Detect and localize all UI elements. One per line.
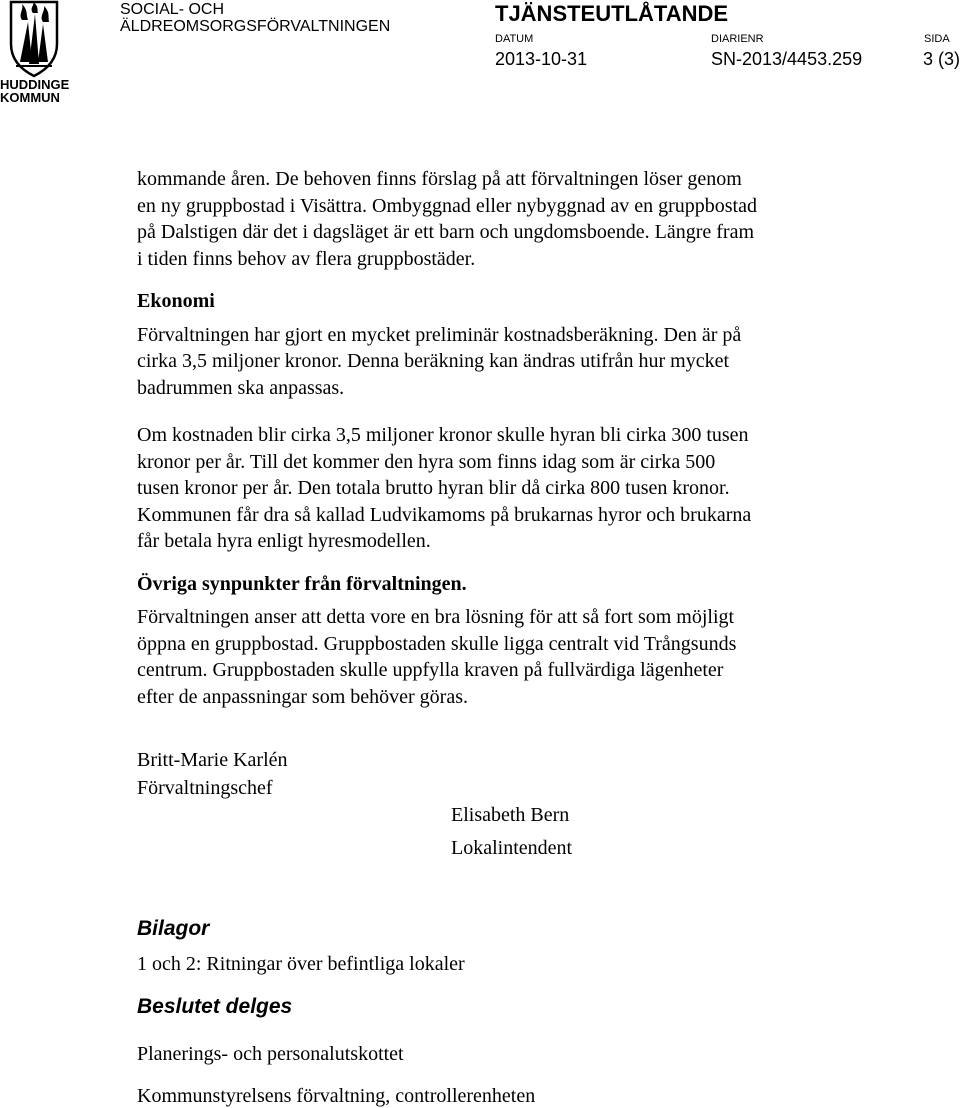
document-type: TJÄNSTEUTLÅTANDE — [495, 1, 729, 26]
huddinge-logo — [0, 0, 70, 108]
document-body — [137, 166, 837, 710]
signature-block-2 — [451, 799, 572, 865]
text-line: Kommunen får dra så kallad Ludvikamoms på brukarnas hyror och brukarna — [137, 503, 752, 526]
text-line: Förvaltningen har gjort en mycket preliminär kostnadsberäkning. Den är på — [137, 323, 742, 346]
distribution-heading: Beslutet delges — [137, 995, 293, 1018]
attachments-heading: Bilagor — [137, 917, 210, 940]
department-line: ÄLDREOMSORGSFÖRVALTNINGEN — [120, 18, 391, 35]
page-label: SIDA — [924, 33, 950, 45]
ekonomi-paragraph-1 — [137, 322, 837, 402]
attachments-text: 1 och 2: Ritningar över befintliga lokaler — [137, 953, 465, 975]
text-line: Förvaltningen anser att detta vore en bra lösning för att så fort som möjligt — [137, 606, 735, 628]
text-line: kommande åren. De behoven finns förslag på att förvaltningen löser genom — [137, 168, 742, 190]
text-line: får betala hyra enligt hyresmodellen. — [137, 530, 431, 552]
ekonomi-paragraph-2 — [137, 422, 837, 555]
ekonomi-heading: Ekonomi — [137, 290, 215, 312]
text-line: öppna en gruppbostad. Gruppbostaden skulle ligga centralt vid Trångsunds — [137, 632, 737, 655]
ovriga-paragraph — [137, 604, 837, 710]
signer-name: Elisabeth Bern — [451, 804, 570, 826]
diarie-value: SN-2013/4453.259 — [711, 49, 863, 69]
text-line: Om kostnaden blir cirka 3,5 miljoner kronor skulle hyran bli cirka 300 tusen — [137, 424, 749, 446]
text-line: en ny gruppbostad i Visättra. Ombyggnad eller nybyggnad av en gruppbostad — [137, 194, 757, 217]
date-value: 2013-10-31 — [495, 49, 588, 69]
text-line: cirka 3,5 miljoner kronor. Denna beräkning kan ändras utifrån hur mycket — [137, 350, 730, 372]
signer-title: Förvaltningschef — [137, 777, 273, 799]
page-number: 3 (3) — [923, 49, 960, 69]
coat-of-arms-icon — [8, 0, 60, 78]
logo-text-line: HUDDINGE — [0, 77, 70, 92]
date-label: DATUM — [495, 33, 534, 45]
text-line: efter de anpassningar som behöver göras. — [137, 685, 468, 708]
signer-name: Britt-Marie Karlén — [137, 749, 288, 771]
department-name — [120, 1, 390, 35]
text-line: kronor per år. Till det kommer den hyra som finns idag som är cirka 500 — [137, 450, 716, 473]
diarie-label: DIARIENR — [711, 33, 764, 45]
text-line: i tiden finns behov av flera gruppbostäder. — [137, 247, 476, 270]
signature-block-1 — [137, 746, 288, 802]
text-line: badrummen ska anpassas. — [137, 376, 345, 399]
ovriga-heading: Övriga synpunkter från förvaltningen. — [137, 572, 467, 595]
department-line: SOCIAL- OCH — [120, 1, 225, 18]
distribution-item: Planerings- och personalutskottet — [137, 1043, 404, 1065]
signer-title: Lokalintendent — [451, 837, 573, 859]
intro-paragraph — [137, 166, 837, 272]
text-line: centrum. Gruppbostaden skulle uppfylla kraven på fullvärdiga lägenheter — [137, 659, 724, 681]
logo-text-line: KOMMUN — [0, 90, 60, 105]
text-line: tusen kronor per år. Den totala brutto hyran blir då cirka 800 tusen kronor. — [137, 477, 730, 499]
text-line: på Dalstigen där det i dagsläget är ett barn och ungdomsboende. Längre fram — [137, 221, 755, 243]
distribution-item: Kommunstyrelsens förvaltning, controllerenheten — [137, 1085, 536, 1107]
